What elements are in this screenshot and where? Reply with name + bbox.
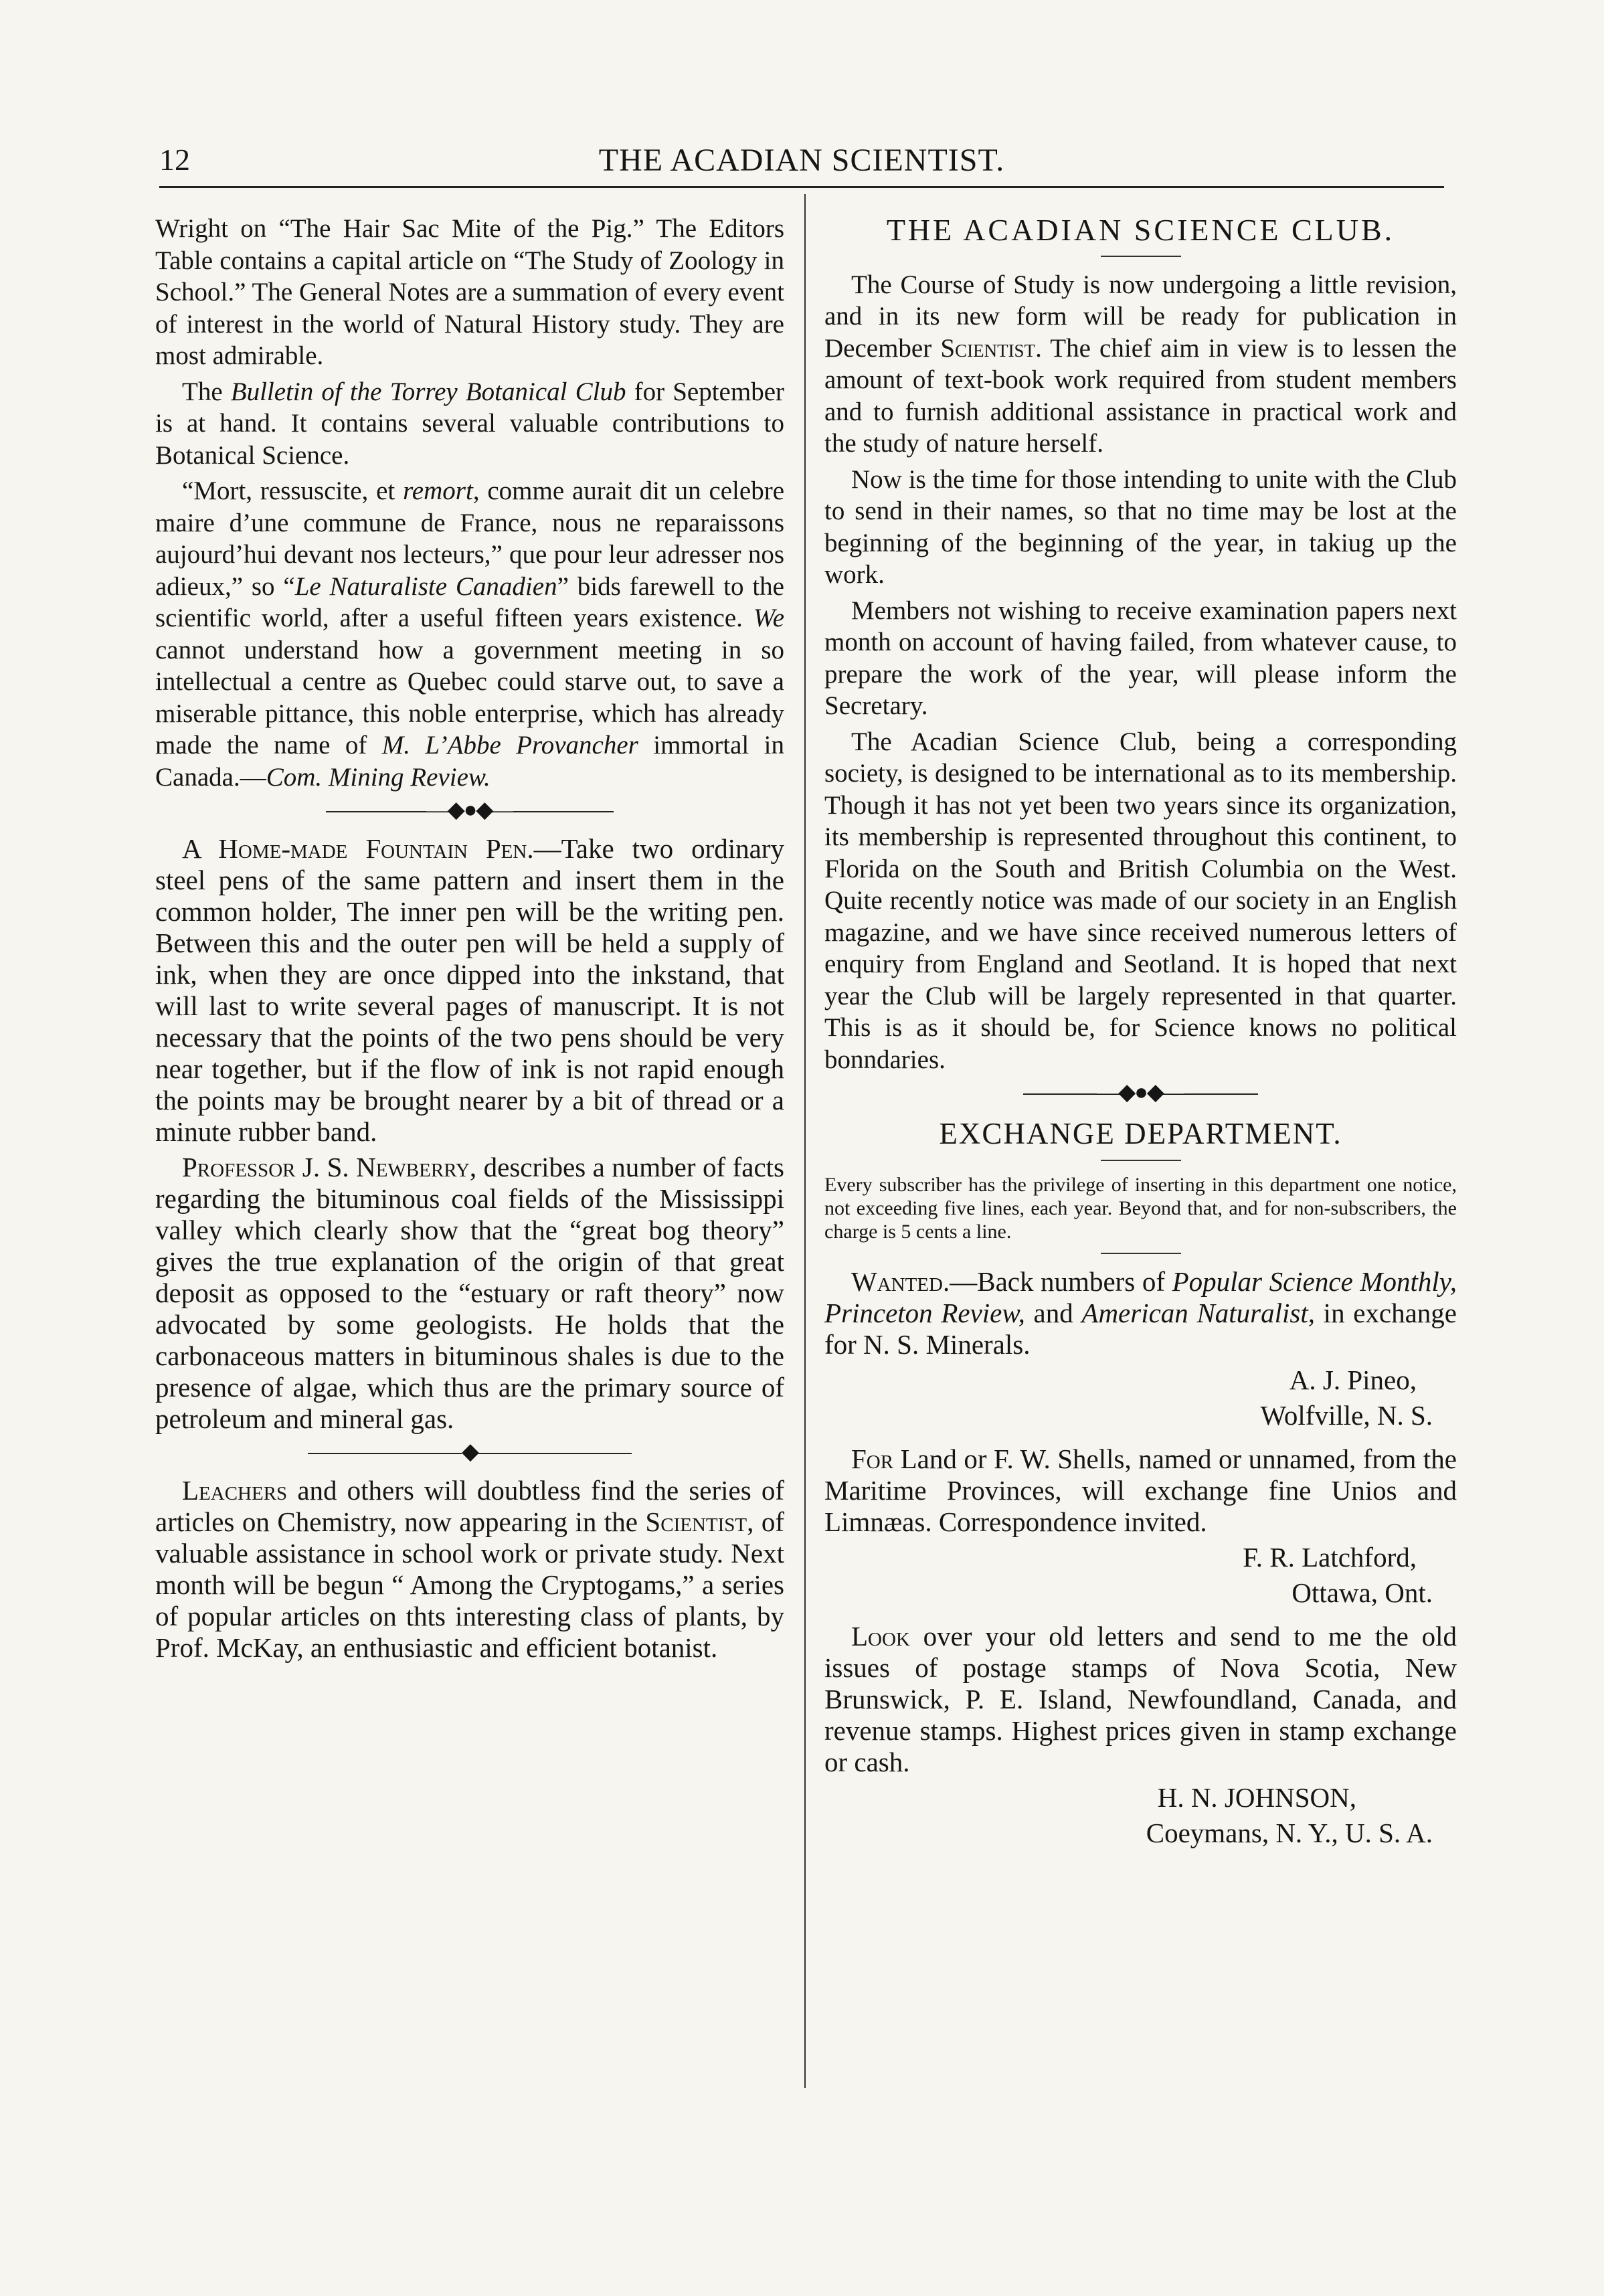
exchange-heading: EXCHANGE DEPARTMENT.: [939, 1117, 1342, 1150]
running-title: THE ACADIAN SCIENTIST.: [598, 143, 1005, 178]
ad-shells-name: F. R. Latchford,: [1243, 1541, 1417, 1573]
ad-wanted: Wanted.—Back numbers of Popular Science Monthly, Princeton Review, and American Naturalist, in exchange for N. S. Minerals.: [824, 1265, 1457, 1360]
paragraph-mite: Wright on “The Hair Sac Mite of the Pig.” The Editors Table contains a capital article on “The Study of Zoology in School.” The General Notes are a summation of every event of interest in the world of Natural History study. They are most admirable.: [155, 214, 784, 370]
short-rule: [1101, 256, 1181, 257]
ad-shells-place: Ottawa, Ont.: [1291, 1577, 1433, 1608]
ornament-divider-2: ◆: [155, 1439, 784, 1466]
ad-shells: For Land or F. W. Shells, named or unnamed, from the Maritime Provinces, will exchange fine Unios and Limnæas. Correspondence invited.: [824, 1443, 1457, 1537]
club-paragraph-3: Members not wishing to receive examination papers next month on account of having failed, from whatever cause, to prepare the work of the year, will please inform the Secretary.: [824, 596, 1457, 720]
ad-stamps-name: H. N. JOHNSON,: [1157, 1781, 1356, 1813]
ornament-divider-3: —◆●◆—: [824, 1079, 1457, 1106]
club-paragraph-1: The Course of Study is now undergoing a little revision, and in its new form will be ready for publication in December Scientist. The chief aim in view is to lessen the amount of text-book work required from student members and to furnish additional assistance in practical work and the study of nature herself.: [824, 270, 1457, 458]
page-header: [159, 142, 1444, 182]
club-paragraph-4: The Acadian Science Club, being a corresponding society, is designed to be international as to its membership. Though it has not yet been two years since its organization, its membership is represented throughout this continent, to Florida on the South and British Columbia on the West. Quite recently notice was made of our society in an English magazine, and we have since received numerous letters of enquiry from England and Seotland. It is hoped that next year the Club will be largely represented in that quarter. This is as it should be, for Science knows no political bonndaries.: [824, 727, 1457, 1074]
club-paragraph-2: Now is the time for those intending to unite with the Club to send in their names, so that no time may be lost at the beginning of the beginning of the year, in takiug up the work.: [824, 464, 1457, 589]
paragraph-naturaliste: “Mort, ressuscite, et remort, comme aurait dit un celebre maire d’une commune de France, nous ne reparaissons aujourd’hui devant nos lecteurs,” que pour leur adresser nos adieux,” so “Le Naturaliste Canadien” bids farewell to the scientific world, after a useful fifteen years existence. We cannot understand how a government meeting in so intellectual a centre as Quebec could starve out, to save a miserable pittance, this noble enterprise, which has already made the name of M. L’Abbe Provancher immortal in Canada.—Com. Mining Review.: [155, 476, 785, 792]
bulletin-title: Bulletin of the Torrey Botanical Club: [230, 377, 626, 406]
short-rule-3: [1101, 1253, 1181, 1254]
short-rule-2: [1101, 1160, 1181, 1161]
ad-stamps: Look over your old letters and send to me the old issues of postage stamps of Nova Scotia, New Brunswick, P. E. Island, Newfoundland, Canada, and revenue stamps. Highest prices given in stamp exchange or cash.: [824, 1620, 1457, 1777]
paragraph-bulletin: The Bulletin of the Torrey Botanical Club for September is at hand. It contains several valuable contributions to Botanical Science.: [155, 377, 784, 470]
ad-wanted-name: A. J. Pineo,: [1289, 1364, 1417, 1395]
page-number: 12: [159, 143, 190, 177]
paragraph-newberry: Professor J. S. Newberry, describes a number of facts regarding the bituminous coal fields of the Mississippi valley which clearly show that the “great bog theory” gives the true explanation of the origin of that great deposit as opposed to the “estuary or raft theory” now advocated by some geologists. He holds that the carbonaceous matters in bituminous shales is due to the presence of algae, which thus are the primary source of petroleum and mineral gas.: [155, 1152, 784, 1434]
right-column: [824, 213, 1457, 1853]
ad-wanted-place: Wolfville, N. S.: [1260, 1399, 1433, 1431]
header-rule: [159, 186, 1444, 188]
ornament-divider: —◆●◆—: [155, 797, 784, 824]
club-heading: THE ACADIAN SCIENCE CLUB.: [886, 213, 1395, 247]
left-column: [155, 213, 784, 1668]
exchange-note: Every subscriber has the privilege of inserting in this department one notice, not exceeding five lines, each year. Beyond that, and for non-subscribers, the charge is 5 cents a line.: [824, 1173, 1457, 1243]
paragraph-leachers: Leachers and others will doubtless find the series of articles on Chemistry, now appearing in the Scientist, of valuable assistance in school work or private study. Next month will be begun “ Among the Cryptogams,” a series of popular articles on thts interesting class of plants, by Prof. McKay, an enthusiastic and efficient botanist.: [155, 1475, 784, 1663]
paragraph-fountain-pen: A Home-made Fountain Pen.—Take two ordinary steel pens of the same pattern and insert them in the common holder, The inner pen will be the writing pen. Between this and the outer pen will be held a supply of ink, when they are once dipped into the inkstand, that will last to write several pages of manuscript. It is not necessary that the points of the two pens should be very near together, but if the flow of ink is not rapid enough the points may be brought nearer by a bit of thread or a minute rubber band.: [155, 833, 784, 1147]
ad-stamps-place: Coeymans, N. Y., U. S. A.: [1146, 1817, 1433, 1848]
column-divider: [804, 194, 806, 2088]
fountain-pen-heading: A Home-made Fountain Pen.: [182, 833, 534, 864]
